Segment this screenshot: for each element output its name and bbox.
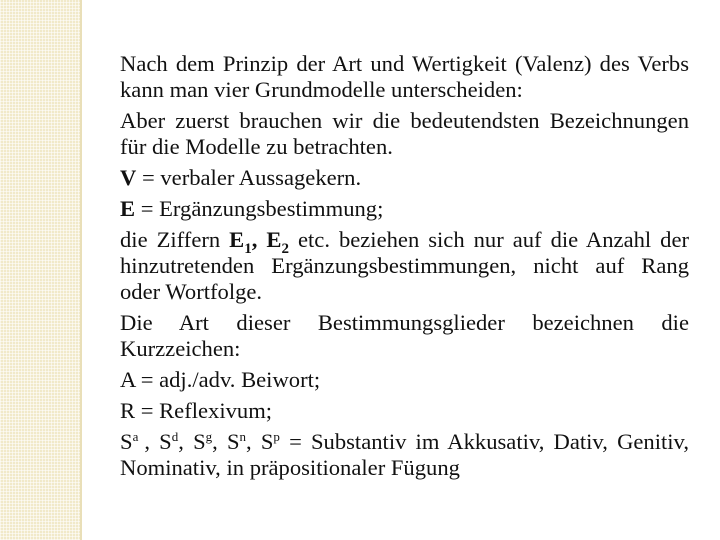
v-symbol: V <box>120 165 137 190</box>
ziffern-text: etc. beziehen sich nur auf die Anzahl der hinzutretenden Ergänzungsbestimmungen, nicht auf Rang oder Wortfolge. <box>120 227 690 304</box>
e1-comma: , <box>251 227 267 252</box>
e-symbol: E <box>120 196 136 221</box>
s-sup-g: g <box>205 429 213 444</box>
s-letter: S <box>260 429 274 454</box>
paragraph-valenz-intro: Nach dem Prinzip der Art und Wertigkeit (Valenz) des Verbs kann man vier Grundmodelle unterscheiden: <box>120 51 689 102</box>
s-letter: S <box>120 429 133 454</box>
e1-symbol <box>229 227 267 257</box>
a-line: A = adj./adv. Beiwort; <box>120 367 321 392</box>
s-sup-n: n <box>239 429 247 444</box>
s-definition-text: = Substantiv im Akkusativ, Dativ, Genitiv, Nominativ, in präpositionaler Fügung <box>120 429 690 480</box>
separator: , <box>178 429 194 454</box>
paragraph-v-definition <box>120 165 689 191</box>
e1-letter: E <box>229 227 245 252</box>
e2-index: 2 <box>281 241 289 257</box>
e-definition-text: = Ergänzungsbestimmung; <box>135 196 384 221</box>
slide-text-body <box>120 51 689 486</box>
paragraph-kurzzeichen: Die Art dieser Bestimmungsglieder bezeichnen die Kurzzeichen: <box>120 310 689 361</box>
stripe-border <box>80 0 82 540</box>
separator: , <box>246 429 261 454</box>
s-akkusativ <box>120 429 144 454</box>
separator: , <box>212 429 227 454</box>
s-nominativ <box>227 429 246 454</box>
e2-symbol <box>266 227 289 257</box>
e1-index: 1 <box>244 241 252 257</box>
s-sup-p: p <box>273 429 280 444</box>
paragraph-ziffern <box>120 227 689 305</box>
paragraph-s-symbols <box>120 429 689 481</box>
s-dativ <box>159 429 178 454</box>
paragraph-bezeichnungen: Aber zuerst brauchen wir die bedeutendsten Bezeichnungen für die Modelle zu betrachten. <box>120 108 689 159</box>
s-letter: S <box>193 429 206 454</box>
decorative-side-stripe <box>0 0 80 540</box>
s-letter: S <box>159 429 172 454</box>
s-genitiv <box>193 429 212 454</box>
s-sup-d: d <box>171 429 179 444</box>
s-letter: S <box>226 429 240 454</box>
r-line: R = Reflexivum; <box>120 398 273 423</box>
e2-letter: E <box>266 227 282 252</box>
s-sup-a: a <box>132 429 139 444</box>
paragraph-e-definition <box>120 196 689 222</box>
s-praepositional <box>261 429 280 454</box>
v-definition-text: = verbaler Aussagekern. <box>136 165 362 190</box>
separator: , <box>144 429 160 454</box>
ziffern-intro: die Ziffern <box>120 227 230 252</box>
